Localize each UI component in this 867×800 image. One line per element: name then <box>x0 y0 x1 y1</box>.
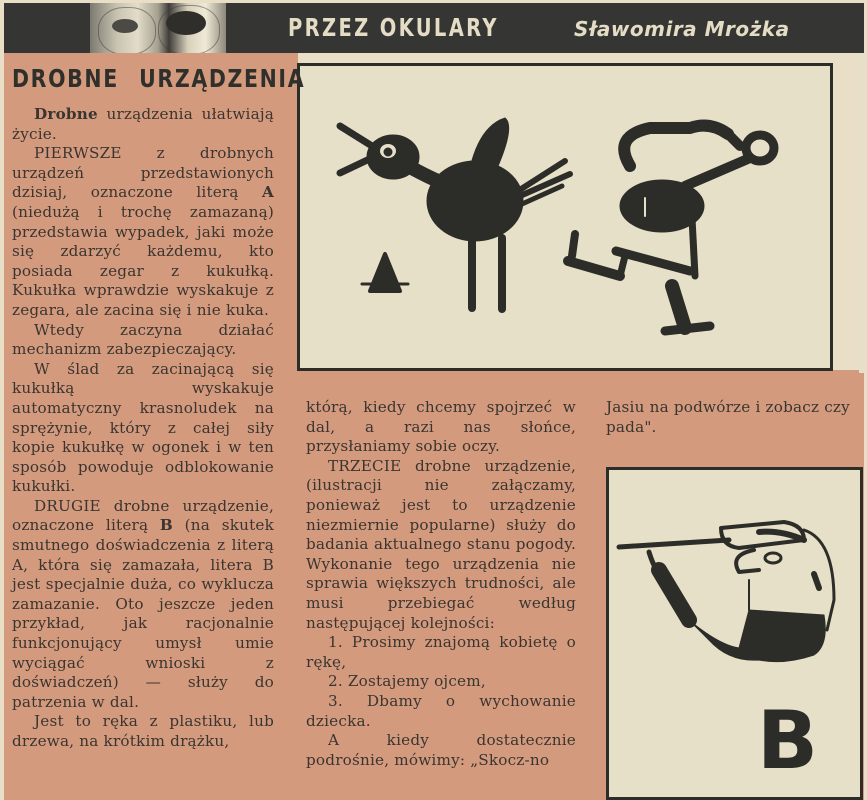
author-eyes-photo <box>90 3 226 56</box>
paragraph-mechanism: Wtedy zaczyna działać mechanizm zabezpieczający. <box>12 320 274 359</box>
list-item-1: 1. Prosimy znajomą kobietę o rękę, <box>306 633 576 671</box>
paragraph-third-device: TRZECIE drobne urządzenie, (ilustracji nie załączamy, ponieważ jest to urządzenie niezmiernie popularne) służy do badania aktualnego stanu pogody. Wykonanie tego urządzenia nie sprawia większych trudności, ale musi przebiegać według następującej kolejności: <box>306 456 576 632</box>
author-byline: Sławomira Mrożka <box>574 17 790 41</box>
gutter-background <box>280 53 298 373</box>
paragraph-ending: Jasiu na podwórze i zobacz czy pada". <box>606 398 850 436</box>
page-margin <box>859 53 867 373</box>
article-body-column-2 <box>306 398 576 770</box>
illustration-b-frame <box>606 467 863 800</box>
paragraph-second-device: DRUGIE drobne urządzenie, oznaczone literą B (na skutek smutnego doświadczenia z literą A, która się zamazała, litera B jest specjalnie duża, co wyklucza zamazanie. Oto jeszcze jeden przykład, jak racjonalnie funkcjonujący umysł umie wyciągać wnioski z doświadczeń) — służy do patrzenia w dal. <box>12 496 274 711</box>
column-title: PRZEZ OKULARY <box>288 13 499 42</box>
list-item-2: 2. Zostajemy ojcem, <box>328 672 486 691</box>
article-body-column-3 <box>606 398 862 437</box>
cuckoo-gnome-drawing <box>300 66 830 368</box>
list-item-3: 3. Dbamy o wychowanie dziecka. <box>306 691 576 730</box>
paragraph-closing: A kiedy dostatecznie podrośnie, mówimy: „Skocz-no <box>306 731 576 769</box>
paragraph-intro: Drobne urządzenia ułatwiają życie. <box>12 105 274 143</box>
paragraph-continuation: którą, kiedy chcemy spojrzeć w dal, a razi nas słońce, przysłaniamy sobie oczy. <box>306 398 576 456</box>
svg-text:B: B <box>757 694 818 787</box>
article-title: DROBNE URZĄDZENIA <box>12 64 306 93</box>
bearded-man-drawing <box>609 470 860 797</box>
illustration-a-frame <box>297 63 833 371</box>
paragraph-first-device: PIERWSZE z drobnych urządzeń przedstawionych dzisiaj, oznaczone literą A (niedużą i trochę zamazaną) przedstawia wypadek, jaki może się zdarzyć każdemu, kto posiada zegar z kukułką. Kukułka wprawdzie wyskakuje z zegara, ale zacina się i nie kuka. <box>12 144 274 319</box>
article-body-column-1 <box>12 105 274 752</box>
paragraph-gnome: W ślad za zacinającą się kukułką wyskakuje automatyczny krasnoludek na sprężynie, który z całej siły kopie kukułkę w ogonek i w ten sposób powoduje odblokowanie kukułki. <box>12 359 274 496</box>
paragraph-hand: Jest to ręka z plastiku, lub drzewa, na krótkim drążku, <box>12 712 274 750</box>
column-header-bar <box>4 3 864 53</box>
